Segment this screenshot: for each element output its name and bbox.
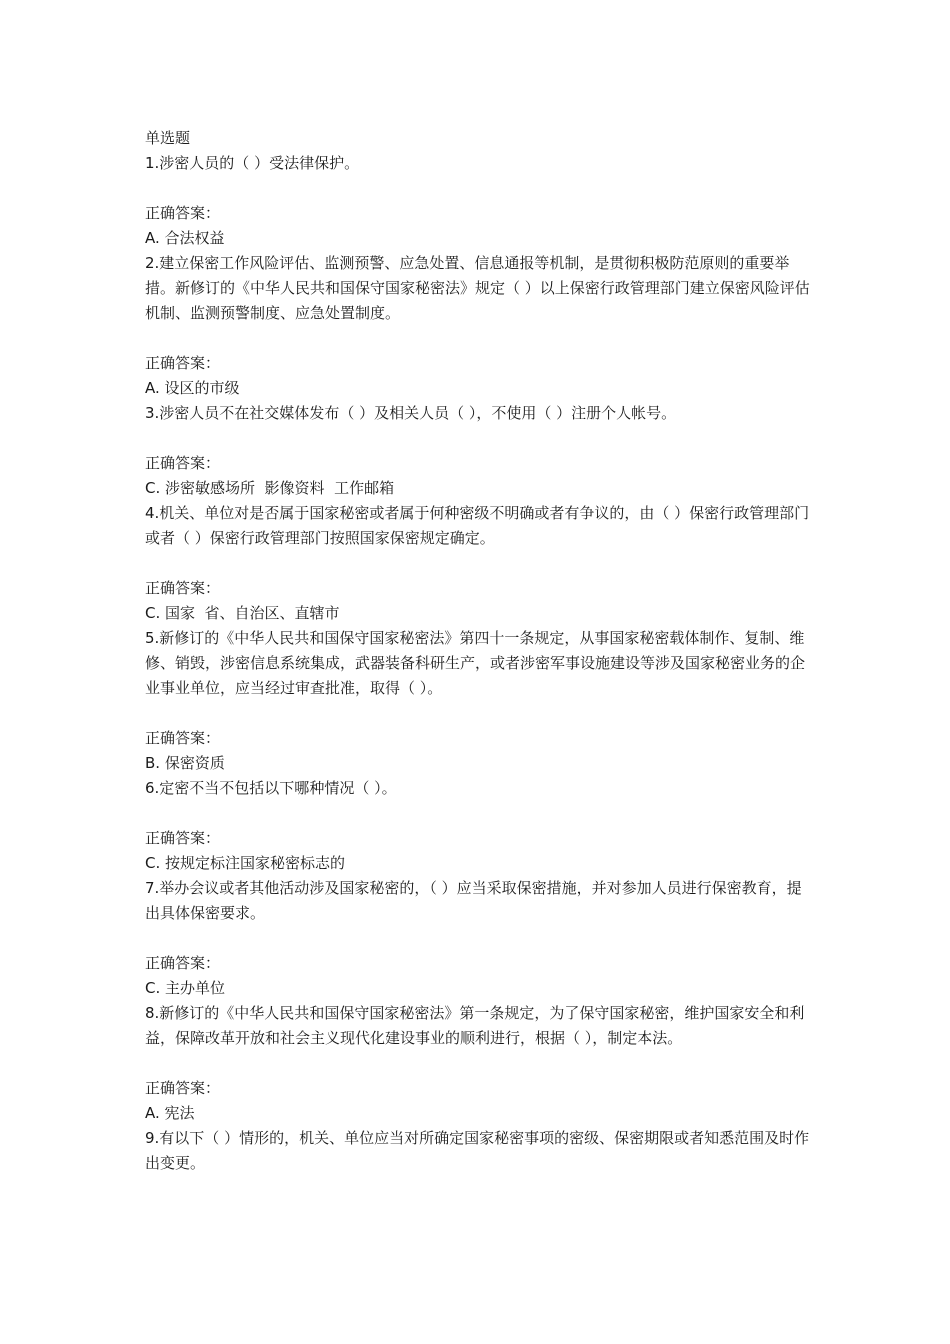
blank-line [145,926,813,951]
answer-label: 正确答案： [145,729,221,747]
answer-text: C. 涉密敏感场所 影像资料 工作邮箱 [145,479,395,497]
question-block [145,251,813,401]
answer-label: 正确答案： [145,204,221,222]
question-block [145,626,813,776]
question-text: 9.有以下（ ）情形的，机关、单位应当对所确定国家秘密事项的密级、保密期限或者知悉范围及时作出变更。 [145,1129,810,1172]
section-title: 单选题 [145,129,191,147]
blank-line [145,176,813,201]
answer-label: 正确答案： [145,1079,221,1097]
blank-line [145,801,813,826]
question-text: 2.建立保密工作风险评估、监测预警、应急处置、信息通报等机制，是贯彻积极防范原则的重要举措。新修订的《中华人民共和国保守国家秘密法》规定（ ）以上保密行政管理部门建立保密风险评估机制、监测预警制度、应急处置制度。 [145,254,810,322]
question-block [145,1001,813,1126]
blank-line [145,1051,813,1076]
question-text: 6.定密不当不包括以下哪种情况（ ）。 [145,779,397,797]
question-block [145,151,813,251]
question-text: 5.新修订的《中华人民共和国保守国家秘密法》第四十一条规定，从事国家秘密载体制作、复制、维修、销毁，涉密信息系统集成，武器装备科研生产，或者涉密军事设施建设等涉及国家秘密业务的企业事业单位，应当经过审查批准，取得（ ）。 [145,629,806,697]
blank-line [145,551,813,576]
question-text: 8.新修订的《中华人民共和国保守国家秘密法》第一条规定，为了保守国家秘密，维护国家安全和利益，保障改革开放和社会主义现代化建设事业的顺利进行，根据（ ），制定本法。 [145,1004,805,1047]
question-text: 7.举办会议或者其他活动涉及国家秘密的，（ ）应当采取保密措施，并对参加人员进行保密教育，提出具体保密要求。 [145,879,802,922]
blank-line [145,426,813,451]
blank-line [145,701,813,726]
answer-text: C. 国家 省、自治区、直辖市 [145,604,340,622]
answer-label: 正确答案： [145,454,221,472]
answer-text: C. 主办单位 [145,979,226,997]
answer-label: 正确答案： [145,954,221,972]
answer-label: 正确答案： [145,829,221,847]
question-text: 3.涉密人员不在社交媒体发布（ ）及相关人员（ ），不使用（ ）注册个人帐号。 [145,404,677,422]
answer-text: A. 宪法 [145,1104,195,1122]
question-text: 1.涉密人员的（ ）受法律保护。 [145,154,360,172]
answer-label: 正确答案： [145,579,221,597]
document-page [145,126,813,1176]
question-text: 4.机关、单位对是否属于国家秘密或者属于何种密级不明确或者有争议的，由（ ）保密行政管理部门或者（ ）保密行政管理部门按照国家保密规定确定。 [145,504,810,547]
question-block [145,876,813,1001]
answer-text: B. 保密资质 [145,754,225,772]
question-block [145,1126,813,1176]
answer-text: C. 按规定标注国家秘密标志的 [145,854,346,872]
answer-text: A. 设区的市级 [145,379,240,397]
answer-text: A. 合法权益 [145,229,225,247]
question-block [145,401,813,501]
question-block [145,501,813,626]
answer-label: 正确答案： [145,354,221,372]
blank-line [145,326,813,351]
question-block [145,776,813,876]
